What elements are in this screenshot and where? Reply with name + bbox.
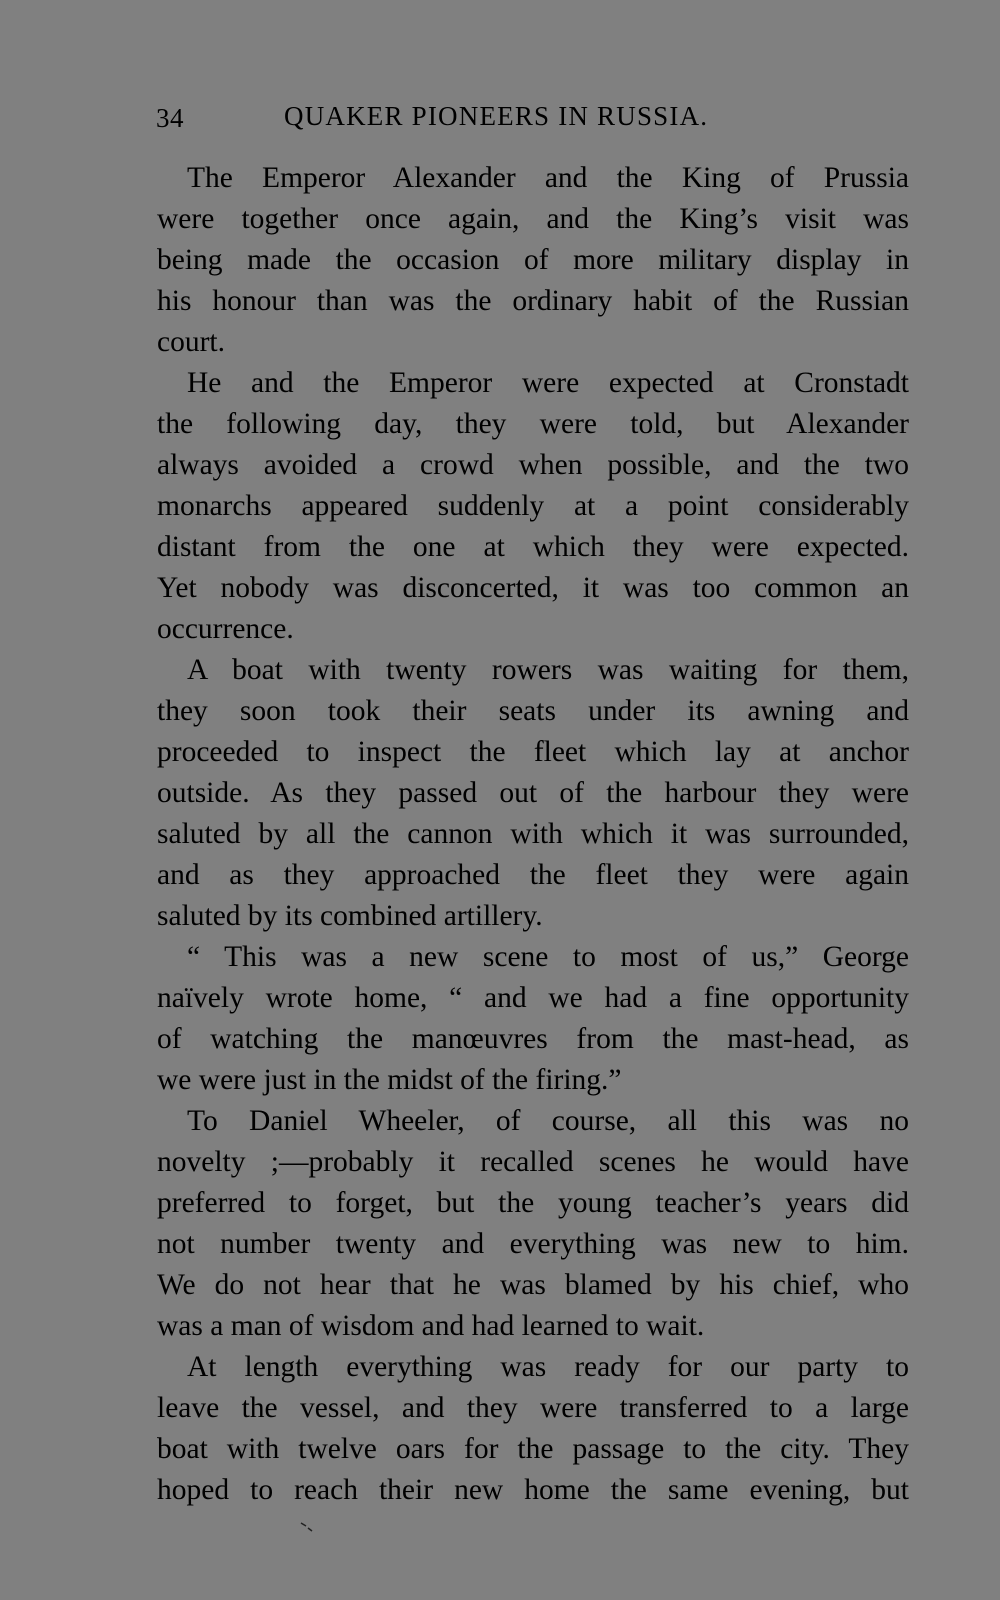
text-line: naïvely wrote home, “ and we had a fine opportunity	[157, 982, 909, 1014]
text-line: saluted by all the cannon with which it was surrounded,	[157, 818, 909, 850]
text-line: A boat with twenty rowers was waiting for them,	[187, 654, 909, 686]
text-line: not number twenty and everything was new to him.	[157, 1228, 909, 1260]
text-line: preferred to forget, but the young teacher’s years did	[157, 1187, 909, 1219]
text-line: his honour than was the ordinary habit of the Russian	[157, 285, 909, 317]
body-text	[157, 158, 909, 1511]
text-line: always avoided a crowd when possible, and the two	[157, 449, 909, 481]
print-speck	[300, 1522, 314, 1532]
text-line: being made the occasion of more military display in	[157, 244, 909, 276]
text-line: of watching the manœuvres from the mast-head, as	[157, 1023, 909, 1055]
text-line: distant from the one at which they were expected.	[157, 531, 909, 563]
text-line: novelty ;—probably it recalled scenes he would have	[157, 1146, 909, 1178]
text-line: At length everything was ready for our party to	[187, 1351, 909, 1383]
text-line: and as they approached the fleet they were again	[157, 859, 909, 891]
page-number: 34	[156, 103, 184, 133]
text-line: He and the Emperor were expected at Cronstadt	[187, 367, 909, 399]
text-line: To Daniel Wheeler, of course, all this was no	[187, 1105, 909, 1137]
text-line: occurrence.	[157, 613, 294, 645]
text-line: was a man of wisdom and had learned to wait.	[157, 1310, 705, 1342]
text-line: saluted by its combined artillery.	[157, 900, 543, 932]
text-line: We do not hear that he was blamed by his chief, who	[157, 1269, 909, 1301]
text-line: The Emperor Alexander and the King of Prussia	[187, 162, 909, 194]
text-line: outside. As they passed out of the harbour they were	[157, 777, 909, 809]
text-line: they soon took their seats under its awning and	[157, 695, 909, 727]
text-line: were together once again, and the King’s visit was	[157, 203, 909, 235]
text-line: monarchs appeared suddenly at a point considerably	[157, 490, 909, 522]
text-line: hoped to reach their new home the same evening, but	[157, 1474, 909, 1506]
text-line: “ This was a new scene to most of us,” George	[187, 941, 909, 973]
text-line: Yet nobody was disconcerted, it was too common an	[157, 572, 909, 604]
text-line: proceeded to inspect the fleet which lay at anchor	[157, 736, 909, 768]
text-line: we were just in the midst of the firing.”	[157, 1064, 622, 1096]
text-line: the following day, they were told, but Alexander	[157, 408, 909, 440]
page-header	[156, 101, 910, 141]
text-line: court.	[157, 326, 225, 358]
running-title: QUAKER PIONEERS IN RUSSIA.	[284, 101, 709, 131]
text-line: leave the vessel, and they were transferred to a large	[157, 1392, 909, 1424]
text-line: boat with twelve oars for the passage to the city. They	[157, 1433, 909, 1465]
